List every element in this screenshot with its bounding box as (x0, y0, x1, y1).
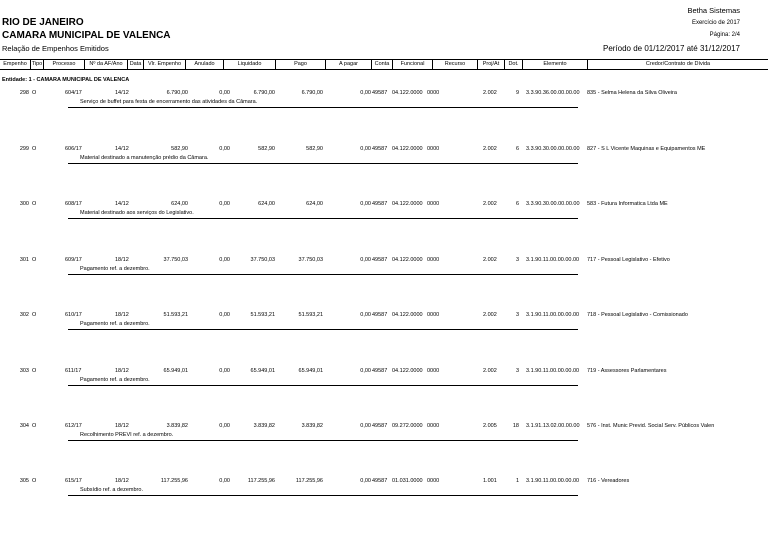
data: 14/12 (115, 146, 129, 152)
data: 18/12 (115, 257, 129, 263)
row-separator (68, 329, 578, 330)
elemento: 3.1.91.13.02.00.00.00 (526, 423, 580, 429)
a-pagar: 0,00 (360, 146, 371, 152)
empenho-description: Material destinado aos serviços do Legislativo. (80, 210, 194, 216)
tipo: O (32, 423, 37, 429)
entity-label: Entidade: 1 - CAMARA MUNICIPAL DE VALENCA (2, 77, 130, 83)
tipo: O (32, 146, 37, 152)
tipo: O (32, 368, 37, 374)
liquidado: 51.593,21 (250, 312, 275, 318)
recurso: 0000 (427, 312, 440, 318)
row-separator (68, 218, 578, 219)
row-separator (68, 440, 578, 441)
conta: 49587 (372, 257, 388, 263)
elemento: 3.1.90.11.00.00.00.00 (526, 312, 580, 318)
empenho-description: Material destinado a manutenção prédio da Câmara. (80, 155, 209, 161)
funcional: 01.031.0000 (392, 478, 423, 484)
empenho-description: Serviço de buffet para festa de encerramento das atividades da Câmara. (80, 99, 258, 105)
empenho-number: 304 (19, 423, 29, 429)
dotacao: 6 (515, 146, 519, 152)
a-pagar: 0,00 (360, 201, 371, 207)
header-state: RIO DE JANEIRO (2, 17, 84, 28)
dotacao: 3 (515, 368, 519, 374)
proj-at: 2.005 (483, 423, 497, 429)
a-pagar: 0,00 (360, 90, 371, 96)
page-number: Página: 2/4 (709, 32, 740, 38)
empenho-description: Subsídio ref. a dezembro. (80, 487, 143, 493)
processo: 612/17 (65, 423, 82, 429)
column-header: Data (127, 60, 143, 69)
dotacao: 1 (515, 478, 519, 484)
conta: 49587 (372, 423, 388, 429)
empenho-number: 299 (19, 146, 29, 152)
column-header: Conta (371, 60, 392, 69)
credor: 827 - S L Vicente Maquinas e Equipamentos ME (587, 146, 706, 152)
column-header: Funcional (392, 60, 432, 69)
row-separator (68, 274, 578, 275)
column-header: Liquidado (223, 60, 275, 69)
valor-empenho: 37.750,03 (163, 257, 188, 263)
dotacao: 6 (515, 201, 519, 207)
processo: 604/17 (65, 90, 82, 96)
report-period: Período de 01/12/2017 até 31/12/2017 (602, 44, 740, 53)
proj-at: 2.002 (483, 201, 497, 207)
credor: 576 - Inst. Munic Previd. Social Serv. Públicos Valen (587, 423, 715, 429)
tipo: O (32, 257, 37, 263)
anulado: 0,00 (219, 257, 230, 263)
elemento: 3.3.90.36.00.00.00.00 (526, 90, 580, 96)
valor-empenho: 51.593,21 (163, 312, 188, 318)
valor-empenho: 117.255,96 (160, 478, 188, 484)
data: 18/12 (115, 368, 129, 374)
data: 18/12 (115, 312, 129, 318)
column-header: Recurso (432, 60, 477, 69)
conta: 49587 (372, 368, 388, 374)
pago: 3.839,82 (301, 423, 323, 429)
credor: 717 - Pessoal Legislativo - Efetivo (587, 257, 670, 263)
conta: 49587 (372, 478, 388, 484)
a-pagar: 0,00 (360, 257, 371, 263)
credor: 716 - Vereadores (587, 478, 630, 484)
anulado: 0,00 (219, 312, 230, 318)
column-header: Tipo (31, 61, 43, 67)
valor-empenho: 65.949,01 (163, 368, 188, 374)
funcional: 04.122.0000 (392, 146, 423, 152)
row-separator (68, 495, 578, 496)
dotacao: 3 (515, 312, 519, 318)
processo: 611/17 (65, 368, 82, 374)
valor-empenho: 6.790,00 (166, 90, 188, 96)
column-header: Empenho (3, 61, 27, 67)
proj-at: 2.002 (483, 90, 497, 96)
liquidado: 37.750,03 (250, 257, 275, 263)
proj-at: 2.002 (483, 368, 497, 374)
tipo: O (32, 478, 37, 484)
anulado: 0,00 (219, 478, 230, 484)
funcional: 04.122.0000 (392, 312, 423, 318)
proj-at: 1.001 (483, 478, 497, 484)
tipo: O (32, 312, 37, 318)
data: 18/12 (115, 423, 129, 429)
recurso: 0000 (427, 146, 440, 152)
elemento: 3.1.90.11.00.00.00.00 (526, 368, 580, 374)
column-header: Pago (275, 60, 325, 69)
proj-at: 2.002 (483, 257, 497, 263)
a-pagar: 0,00 (360, 312, 371, 318)
funcional: 04.122.0000 (392, 257, 423, 263)
recurso: 0000 (427, 368, 440, 374)
pago: 65.949,01 (298, 368, 323, 374)
empenho-number: 305 (19, 478, 29, 484)
anulado: 0,00 (219, 423, 230, 429)
recurso: 0000 (427, 90, 440, 96)
processo: 608/17 (65, 201, 82, 207)
empenho-description: Pagamento ref. a dezembro. (80, 266, 150, 272)
data: 14/12 (115, 90, 129, 96)
column-header: Processo (43, 60, 84, 69)
recurso: 0000 (427, 423, 440, 429)
funcional: 04.122.0000 (392, 201, 423, 207)
pago: 624,00 (306, 201, 323, 207)
empenho-description: Pagamento ref. a dezembro. (80, 377, 150, 383)
liquidado: 3.839,82 (253, 423, 275, 429)
column-header: Nº da AF/Ano (84, 60, 127, 69)
anulado: 0,00 (219, 90, 230, 96)
anulado: 0,00 (219, 146, 230, 152)
a-pagar: 0,00 (360, 478, 371, 484)
column-header: A pagar (325, 60, 371, 69)
header-entity: CAMARA MUNICIPAL DE VALENCA (2, 30, 171, 41)
anulado: 0,00 (219, 201, 230, 207)
proj-at: 2.002 (483, 146, 497, 152)
empenho-number: 300 (19, 201, 29, 207)
recurso: 0000 (427, 257, 440, 263)
processo: 610/17 (65, 312, 82, 318)
dotacao: 9 (515, 90, 519, 96)
credor: 583 - Futura Informatica Ltda ME (587, 201, 668, 207)
empenho-description: Pagamento ref. a dezembro. (80, 321, 150, 327)
column-header: Vlr. Empenho (143, 60, 185, 69)
valor-empenho: 3.839,82 (166, 423, 188, 429)
funcional: 09.272.0000 (392, 423, 423, 429)
conta: 49587 (372, 90, 388, 96)
elemento: 3.1.90.11.00.00.00.00 (526, 257, 580, 263)
empenho-description: Recolhimento PREVI ref. a dezembro. (80, 432, 174, 438)
pago: 37.750,03 (298, 257, 323, 263)
row-separator (68, 107, 578, 108)
elemento: 3.1.90.11.00.00.00.00 (526, 478, 580, 484)
report-title: Relação de Empenhos Emitidos (2, 44, 109, 53)
fiscal-year: Exercício de 2017 (691, 20, 740, 26)
conta: 49587 (372, 201, 388, 207)
conta: 49587 (372, 312, 388, 318)
empenho-number: 301 (19, 257, 29, 263)
proj-at: 2.002 (483, 312, 497, 318)
column-header: Credor/Contrato de Dívida (587, 60, 768, 69)
empenho-number: 302 (19, 312, 29, 318)
liquidado: 65.949,01 (250, 368, 275, 374)
dotacao: 18 (512, 423, 519, 429)
liquidado: 624,00 (258, 201, 275, 207)
processo: 609/17 (65, 257, 82, 263)
credor: 719 - Assessores Parlamentares (587, 368, 667, 374)
column-header: Anulado (185, 60, 223, 69)
funcional: 04.122.0000 (392, 368, 423, 374)
elemento: 3.3.90.30.00.00.00.00 (526, 201, 580, 207)
data: 14/12 (115, 201, 129, 207)
column-header: Proj/At (477, 60, 504, 69)
elemento: 3.3.90.30.00.00.00.00 (526, 146, 580, 152)
recurso: 0000 (427, 201, 440, 207)
dotacao: 3 (515, 257, 519, 263)
valor-empenho: 582,90 (171, 146, 188, 152)
anulado: 0,00 (219, 368, 230, 374)
liquidado: 582,90 (258, 146, 275, 152)
a-pagar: 0,00 (360, 368, 371, 374)
liquidado: 6.790,00 (253, 90, 275, 96)
processo: 606/17 (65, 146, 82, 152)
pago: 582,90 (306, 146, 323, 152)
a-pagar: 0,00 (360, 423, 371, 429)
credor: 718 - Pessoal Legislativo - Comissionado (587, 312, 688, 318)
empenho-number: 298 (19, 90, 29, 96)
liquidado: 117.255,96 (247, 478, 275, 484)
empenho-number: 303 (19, 368, 29, 374)
funcional: 04.122.0000 (392, 90, 423, 96)
row-separator (68, 385, 578, 386)
processo: 615/17 (65, 478, 82, 484)
tipo: O (32, 201, 37, 207)
pago: 6.790,00 (301, 90, 323, 96)
data: 18/12 (115, 478, 129, 484)
recurso: 0000 (427, 478, 440, 484)
valor-empenho: 624,00 (171, 201, 188, 207)
pago: 51.593,21 (298, 312, 323, 318)
conta: 49587 (372, 146, 388, 152)
system-name: Betha Sistemas (687, 6, 740, 15)
row-separator (68, 163, 578, 164)
pago: 117.255,96 (295, 478, 323, 484)
credor: 835 - Selma Helena da Silva Oliveira (587, 90, 677, 96)
tipo: O (32, 90, 37, 96)
column-header: Dot. (504, 60, 522, 69)
column-header: Elemento (522, 60, 587, 69)
